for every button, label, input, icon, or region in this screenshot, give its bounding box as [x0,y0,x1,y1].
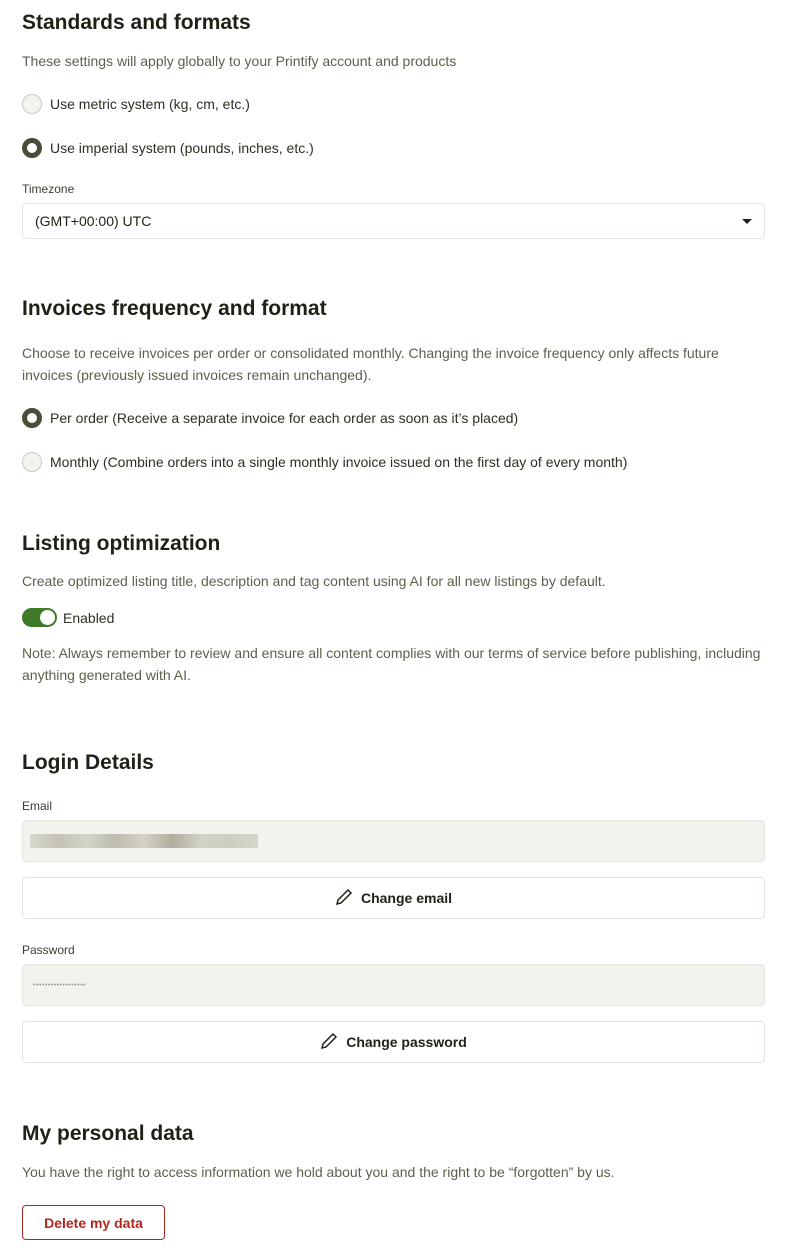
change-email-button[interactable] [22,877,765,919]
personal-title: My personal data [22,1122,194,1145]
password-value: •••••••••••••••••• [33,981,87,989]
invoices-title: Invoices frequency and format [22,297,327,320]
radio-circle [22,452,42,472]
listing-toggle[interactable] [22,608,114,627]
change-email-label: Change email [360,890,453,906]
email-redacted [30,834,258,848]
password-label: Password [22,943,75,957]
radio-label: Monthly (Combine orders into a single monthly invoice issued on the first day of every month) [50,454,628,470]
radio-monthly[interactable] [22,452,627,472]
radio-circle [22,94,42,114]
invoices-description: Choose to receive invoices per order or consolidated monthly. Changing the invoice frequency only affects future invoices (previously issued invoices remain unchanged). [22,345,719,383]
delete-data-button[interactable] [22,1205,165,1240]
radio-per-order[interactable] [22,408,518,428]
caret-down-icon [742,219,752,224]
delete-data-label: Delete my data [44,1214,143,1231]
radio-imperial[interactable] [22,138,314,158]
toggle-track [22,608,57,627]
standards-description: These settings will apply globally to your Printify account and products [22,53,457,69]
radio-label: Per order (Receive a separate invoice for each order as soon as it’s placed) [50,410,519,426]
listing-description: Create optimized listing title, description and tag content using AI for all new listings by default. [22,573,606,589]
radio-label: Use imperial system (pounds, inches, etc.) [50,140,314,156]
radio-label: Use metric system (kg, cm, etc.) [50,96,250,112]
radio-metric[interactable] [22,94,250,114]
toggle-label: Enabled [63,609,115,626]
pencil-icon [335,888,353,909]
email-label: Email [22,799,53,813]
email-field [22,820,765,862]
standards-title: Standards and formats [22,11,251,34]
toggle-knob [40,610,55,625]
personal-description: You have the right to access information we hold about you and the right to be “forgotten” by us. [22,1164,615,1180]
radio-circle [22,138,42,158]
change-password-button[interactable] [22,1021,765,1063]
radio-circle [22,408,42,428]
login-title: Login Details [22,751,154,774]
listing-note: Note: Always remember to review and ensure all content complies with our terms of service before publishing, including anything generated with AI. [22,645,761,683]
pencil-icon [320,1032,338,1053]
timezone-label: Timezone [22,182,75,196]
password-field [22,964,765,1006]
timezone-select[interactable] [22,203,765,239]
change-password-label: Change password [346,1034,467,1050]
listing-title: Listing optimization [22,532,221,555]
timezone-value: (GMT+00:00) UTC [35,213,152,229]
